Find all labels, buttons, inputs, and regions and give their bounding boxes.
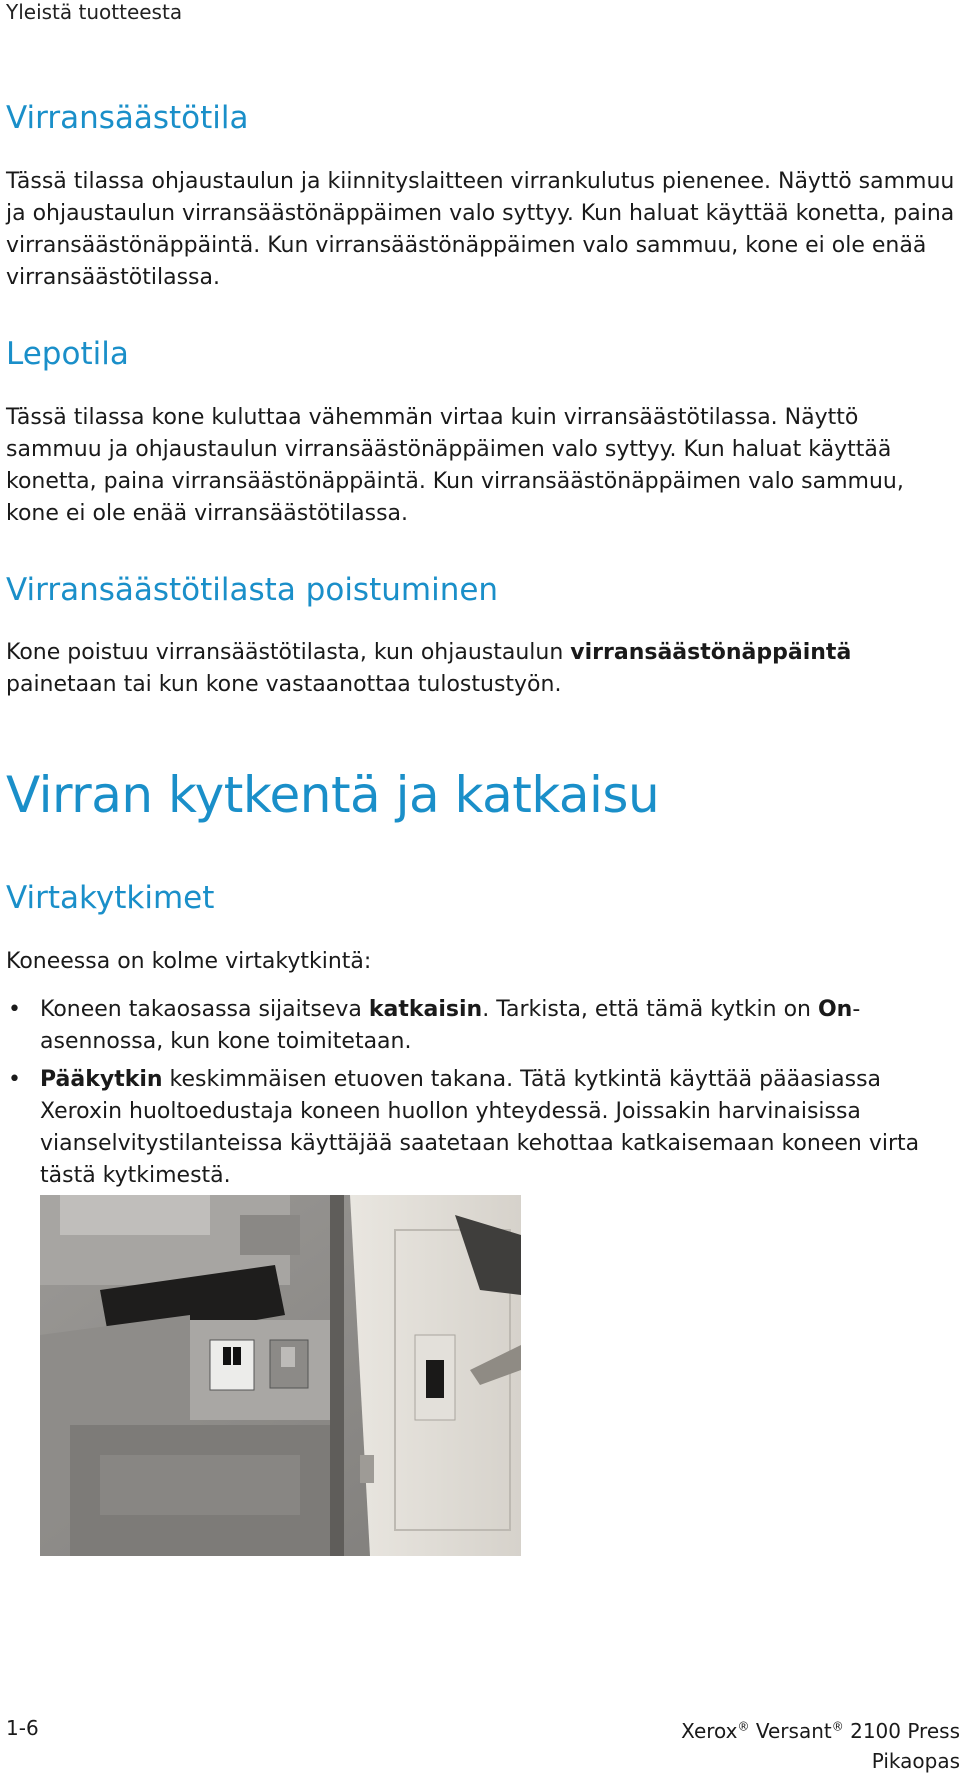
power-saver-key-term: virransäästönäppäintä bbox=[570, 640, 852, 665]
main-power-switch-photo bbox=[40, 1195, 521, 1556]
page-number: 1-6 bbox=[6, 1716, 39, 1740]
footer-product-info bbox=[681, 1716, 960, 1776]
list-item-circuit-breaker: • Koneen takaosassa sijaitseva katkaisin. Tarkista, että tämä kytkin on On-asennossa, kun kone toimitetaan. bbox=[6, 994, 956, 1058]
section-text-sleep-mode: Tässä tilassa kone kuluttaa vähemmän virtaa kuin virransäästötilassa. Näyttö sammuu ja ohjaustaulun virransäästönäppäimen valo syttyy. Kun haluat käyttää konetta, paina virransäästönäppäintä. Kun virransäästönäppäimen valo sammuu, kone ei ole enää virransäästötilassa. bbox=[6, 405, 904, 526]
section-text-power-saver: Tässä tilassa ohjaustaulun ja kiinnityslaitteen virrankulutus pienenee. Näyttö sammuu ja ohjaustaulun virransäästönäppäimen valo syttyy. Kun haluat käyttää konetta, paina virransäästönäppäintä. Kun virransäästönäppäimen valo sammuu, kone ei ole enää virransäästötilassa. bbox=[6, 169, 955, 290]
section-title-power-saver: Virransäästötila bbox=[6, 100, 249, 136]
power-switches-intro: Koneessa on kolme virtakytkintä: bbox=[6, 949, 372, 974]
chapter-title: Virran kytkentä ja katkaisu bbox=[6, 766, 660, 824]
list-item-main-power-switch: • Pääkytkin keskimmäisen etuoven takana. Tätä kytkintä käyttää pääasiassa Xeroxin huoltoedustaja koneen huollon yhteydessä. Joissakin harvinaisissa vianselvitystilanteissa käyttäjää saatetaan kehottaa katkaisemaan koneen virta tästä kytkimestä. bbox=[6, 1064, 956, 1192]
section-title-sleep-mode: Lepotila bbox=[6, 336, 129, 372]
power-switches-list bbox=[6, 994, 956, 1198]
section-title-power-switches: Virtakytkimet bbox=[6, 880, 215, 916]
footer-guide-name: Pikaopas bbox=[871, 1749, 960, 1773]
footer-product-line: Xerox® Versant® 2100 Press bbox=[681, 1719, 960, 1743]
section-text-exit-power-saver: Kone poistuu virransäästötilasta, kun ohjaustaulun virransäästönäppäintä painetaan tai kun kone vastaanottaa tulostustyön. bbox=[6, 640, 852, 697]
section-title-exit-power-saver: Virransäästötilasta poistuminen bbox=[6, 572, 499, 608]
running-head: Yleistä tuotteesta bbox=[6, 0, 183, 24]
